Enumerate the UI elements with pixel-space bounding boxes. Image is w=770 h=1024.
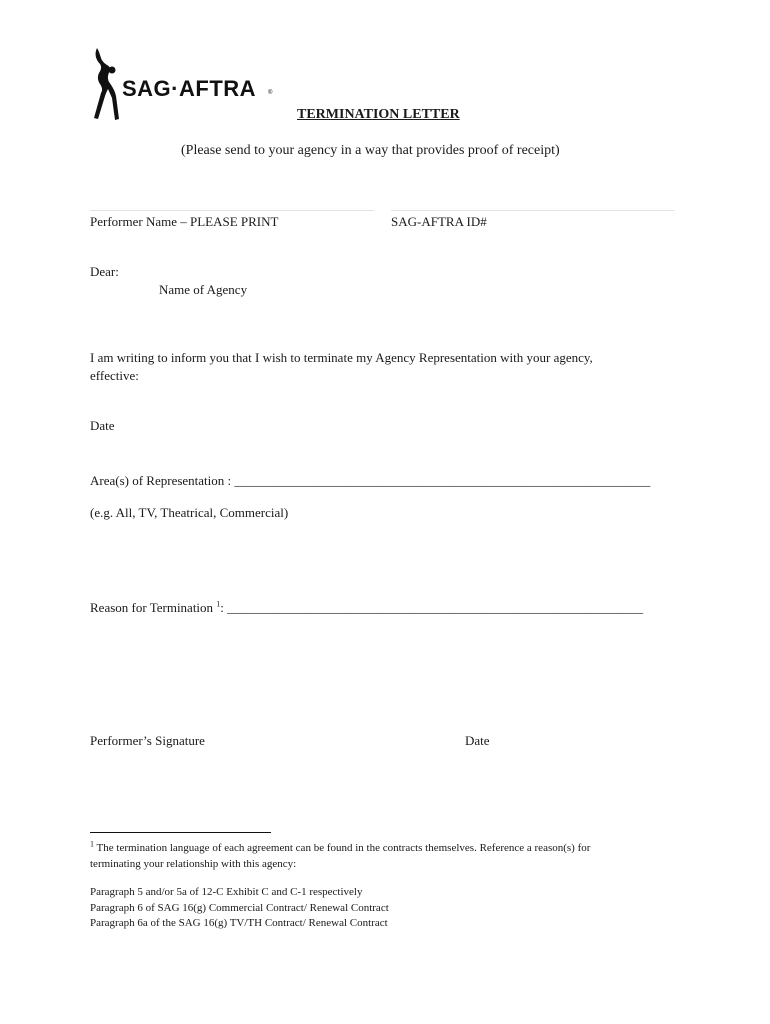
registered-mark: ® — [268, 90, 273, 96]
footnote-line-1 — [90, 839, 591, 854]
performer-signature-label: Performer’s Signature — [90, 733, 205, 748]
dancer-figure-icon — [88, 46, 122, 124]
intro-line-2: effective: — [90, 368, 139, 383]
footnote-separator — [90, 832, 271, 833]
agency-name-label: Name of Agency — [159, 282, 248, 297]
reason-row — [90, 600, 643, 616]
performer-name-line[interactable] — [90, 210, 374, 211]
areas-row — [90, 473, 650, 489]
sag-id-line[interactable] — [391, 210, 675, 211]
performer-name-label: Performer Name – PLEASE PRINT — [90, 214, 279, 229]
signature-date-label: Date — [465, 733, 490, 748]
reason-colon: : — [220, 600, 224, 615]
areas-example: (e.g. All, TV, Theatrical, Commercial) — [90, 505, 289, 520]
logo-wordmark: SAG·AFTRA — [122, 76, 257, 101]
reason-label: Reason for Termination — [90, 600, 217, 615]
reason-blank[interactable]: ________________________________________________________________ — [223, 600, 644, 615]
areas-blank[interactable]: ________________________________________________________________ — [234, 473, 651, 488]
intro-line-1: I am writing to inform you that I wish to terminate my Agency Representation with your agency, — [90, 350, 593, 365]
sag-aftra-logo — [88, 46, 278, 124]
footnote-ref: 1 — [216, 599, 221, 609]
footnote-paragraph-1: Paragraph 5 and/or 5a of 12-C Exhibit C and C-1 respectively — [90, 886, 363, 898]
footnote-paragraph-3: Paragraph 6a of the SAG 16(g) TV/TH Contract/ Renewal Contract — [90, 917, 388, 929]
footnote-text-1: The termination language of each agreement can be found in the contracts themselves. Reference a reason(s) for — [94, 842, 591, 854]
areas-label: Area(s) of Representation : — [90, 473, 235, 488]
footnote-paragraph-2: Paragraph 6 of SAG 16(g) Commercial Contract/ Renewal Contract — [90, 902, 389, 914]
page-subtitle: (Please send to your agency in a way that provides proof of receipt) — [181, 143, 560, 158]
footnote-line-2: terminating your relationship with this agency: — [90, 858, 297, 870]
sag-id-label: SAG-AFTRA ID# — [391, 214, 487, 229]
effective-date-label: Date — [90, 418, 115, 433]
dear-label: Dear: — [90, 264, 119, 279]
page-title: TERMINATION LETTER — [297, 107, 460, 122]
footnote-marker: 1 — [90, 839, 94, 849]
